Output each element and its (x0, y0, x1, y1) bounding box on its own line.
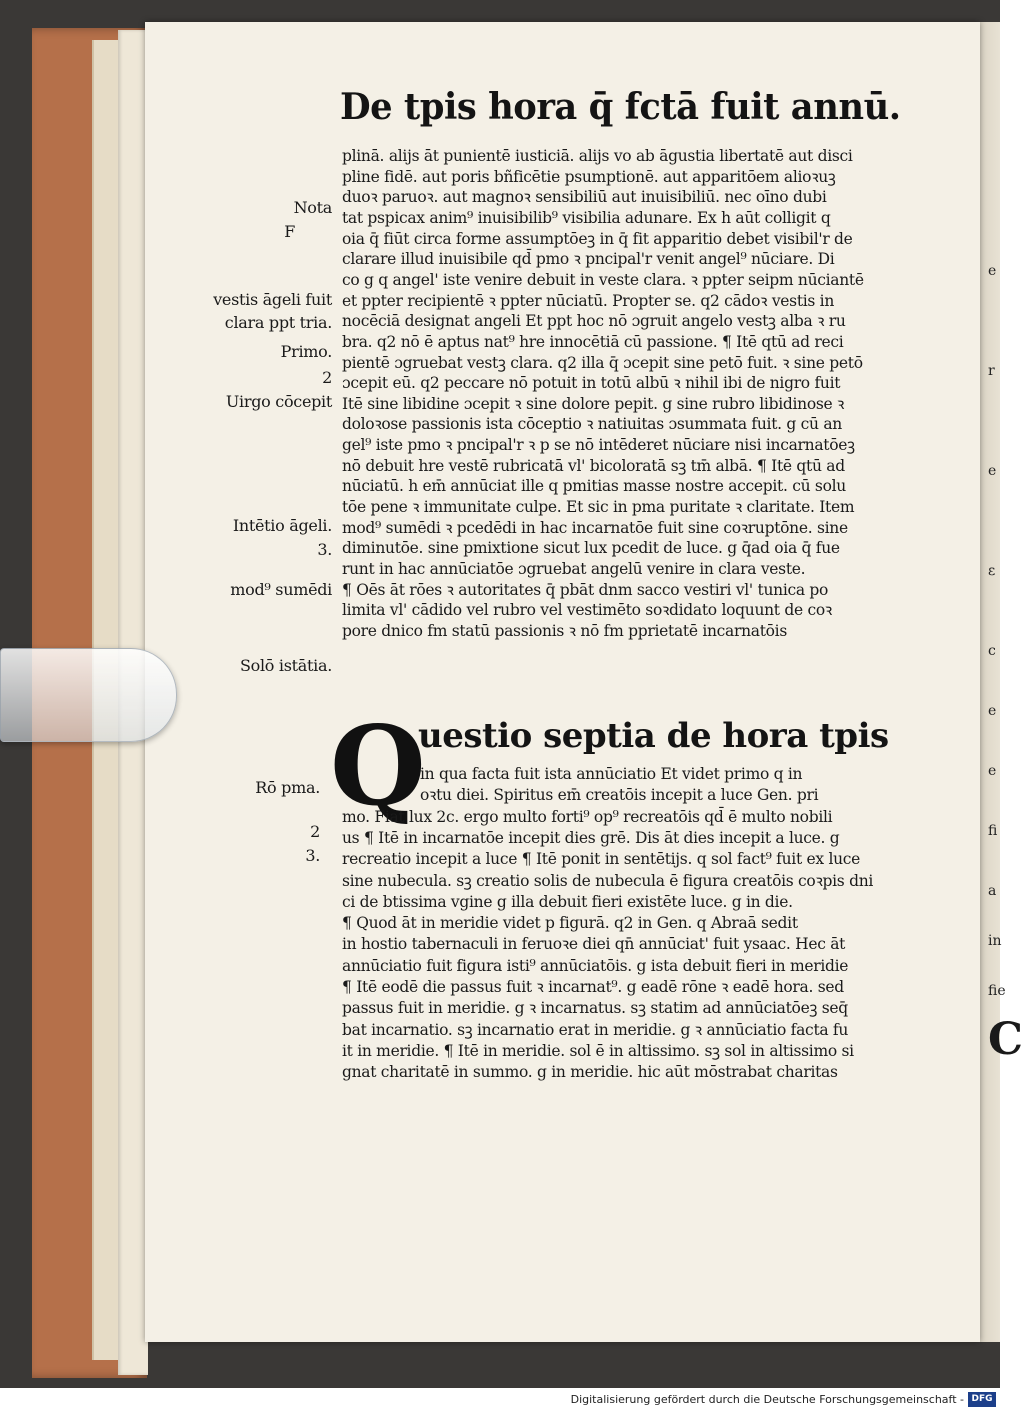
margin-note: vestis āgeli fuit (213, 290, 332, 309)
margin-note: 2 (310, 822, 320, 841)
margin-note: mod⁹ sumēdi (230, 580, 332, 599)
section-heading: uestio septia de hora tpis (418, 716, 889, 756)
text-line: clarare illud inuisibile qd̄ pmo ꝛ pncipal'r venit angel⁹ nūciare. Di (342, 250, 835, 269)
text-line: mo. Fiat lux 2c. ergo multo forti⁹ op⁹ recreatōis qd̄ ē multo nobili (342, 807, 833, 826)
decorated-initial: Q (330, 701, 426, 830)
text-line: oia q̄ fiūt circa forme assumptōeꝫ in q̄ fit apparitio debet visibil'r de (342, 229, 853, 248)
dfg-logo: DFG (968, 1392, 996, 1407)
text-line: tōe pene ꝛ immunitate culpe. Et sic in pma puritate ꝛ claritate. Item (342, 498, 855, 517)
facing-page-glyph: e (988, 263, 997, 279)
text-line: plinā. alijs āt punientē iusticiā. alijs vo ab āgustia libertatē aut disci (342, 147, 853, 165)
text-line: ɔcepit eū. q2 peccare nō potuit in totū albū ꝛ nihil ibi de nigro fuit (342, 374, 841, 393)
text-line: bra. q2 nō ē aptus nat⁹ hre innocētiā cū passione. ¶ Itē qtū ad reci (342, 332, 844, 351)
text-line: ¶ Oēs āt rōes ꝛ autoritates q̄ pbāt dnm sacco vestiri vl' tunica po (342, 580, 829, 599)
facing-page-glyph: in (988, 933, 1002, 949)
text-line: doloꝛose passionis ista cōceptio ꝛ natiuitas ɔsummata fuit. g cū an (342, 415, 842, 434)
text-line: pientē ɔgruebat vestꝫ clara. q2 illa q̄ ɔcepit sine petō fuit. ꝛ sine petō (342, 353, 863, 372)
facing-page-glyph: fie (988, 983, 1006, 999)
text-line: ¶ Itē eodē die passus fuit ꝛ incarnat⁹. g eadē rōne ꝛ eadē hora. sed (342, 978, 844, 996)
text-line: et ppter recipientē ꝛ ppter nūciatū. Propter se. q2 cādoꝛ vestis in (342, 291, 835, 310)
text-line: co g q angel' iste venire debuit in veste clara. ꝛ ppter seipm nūciantē (342, 270, 864, 289)
text-line: sine nubecula. sꝫ creatio solis de nubecula ē figura creatōis coꝛpis dni (342, 871, 874, 890)
text-line: gel⁹ iste pmo ꝛ pncipal'r ꝛ p se nō intēderet nūciare nisi incarnatōeꝫ (342, 436, 855, 455)
text-line: ci de btissima vgine g illa debuit fieri existēte luce. g in die. (342, 892, 793, 911)
text-line: us ¶ Itē in incarnatōe incepit dies grē. Dis āt dies incepit a luce. g (342, 828, 840, 847)
text-line: recreatio incepit a luce ¶ Itē ponit in sentētijs. q sol fact⁹ fuit ex luce (342, 850, 861, 869)
text-line: diminutōe. sine pmixtione sicut lux pcedit de luce. g q̄ad oia q̄ fue (342, 539, 840, 558)
text-line: Itē sine libidine ɔcepit ꝛ sine dolore pepit. g sine rubro libidinose ꝛ (342, 394, 845, 413)
text-line: bat incarnatio. sꝫ incarnatio erat in meridie. g ꝛ annūciatio facta fu (342, 1020, 849, 1039)
facing-page-glyph: r (988, 363, 995, 379)
text-line: mod⁹ sumēdi ꝛ pcedēdi in hac incarnatōe fuit sine coꝛruptōne. sine (342, 518, 848, 537)
margin-note: Intētio āgeli. (232, 516, 332, 535)
text-line: annūciatio fuit figura isti⁹ annūciatōis. g ista debuit fieri in meridie (342, 956, 849, 975)
margin-note: clara ppt tria. (224, 313, 332, 332)
facing-page-glyph: ε (988, 563, 996, 579)
text-line: in qua facta fuit ista annūciatio Et videt primo q in (420, 765, 803, 783)
text-line: gnat charitatē in summo. g in meridie. hic aūt mōstrabat charitas (342, 1063, 838, 1082)
margin-note: Solō istātia. (240, 656, 332, 675)
text-line: passus fuit in meridie. g ꝛ incarnatus. sꝫ statim ad annūciatōeꝫ seq̄ (342, 999, 848, 1018)
footer-bar (0, 1389, 1000, 1411)
text-line: nō debuit hre vestē rubricatā vl' bicoloratā sꝫ tm̄ albā. ¶ Itē qtū ad (342, 456, 845, 475)
running-title: De tpis hora q̄ fctā fuit annū. (340, 86, 901, 128)
text-line: tat pspicax anim⁹ inuisibilib⁹ visibilia adunare. Ex h aūt colligit q (342, 208, 831, 227)
margin-note: F (284, 222, 295, 241)
margin-note: Nota (293, 198, 332, 217)
footer-credit: Digitalisierung gefördert durch die Deutsche Forschungsgemeinschaft - (570, 1393, 964, 1406)
margin-note: Uirgo cōcepit (225, 392, 332, 411)
text-line: nūciatū. h em̄ annūciat ille q pmitias masse nostre accepit. cū solu (342, 477, 846, 496)
facing-page-glyph: fi (988, 823, 998, 839)
text-line: oꝛtu diei. Spiritus em̄ creatōis incepit a luce Gen. pri (420, 786, 819, 805)
text-line: limita vl' cādido vel rubro vel vestimēto soꝛdidato loquunt de coꝛ (342, 601, 832, 620)
facing-page-glyph: c (988, 643, 996, 659)
margin-note: Rō pma. (255, 778, 320, 797)
plastic-page-clip (0, 648, 177, 742)
margin-note: 2 (322, 368, 332, 387)
facing-page-glyph: C (988, 1014, 1023, 1065)
margin-note: 3. (305, 846, 320, 865)
text-line: ¶ Quod āt in meridie videt p figurā. q2 in Gen. q Abraā sedit (342, 914, 798, 933)
text-line: runt in hac annūciatōe ɔgruebat angelū venire in clara veste. (342, 560, 806, 578)
text-line: nocēciā designat angeli Et ppt hoc nō ɔgruit angelo vestꝫ alba ꝛ ru (342, 312, 846, 331)
facing-page-glyph: e (988, 703, 997, 719)
margin-note: Primo. (280, 342, 332, 361)
text-line: it in meridie. ¶ Itē in meridie. sol ē in altissimo. sꝫ sol in altissimo si (342, 1041, 854, 1060)
margin-note: 3. (317, 540, 332, 559)
facing-page-glyph: e (988, 763, 997, 779)
text-line: pline fidē. aut poris bñficētie psumptionē. aut apparitōem alioꝛuꝫ (342, 167, 836, 186)
facing-page-glyph: a (988, 883, 997, 899)
facing-page-glyph: e (988, 463, 997, 479)
text-line: pore dnico fm statū passionis ꝛ nō fm pprietatē incarnatōis (342, 621, 787, 640)
text-line: in hostio tabernaculi in feruoꝛe diei qn̄ annūciat' fuit ysaac. Hec āt (342, 935, 846, 954)
text-line: duoꝛ paruoꝛ. aut magnoꝛ sensibiliū aut inuisibiliū. nec oīno dubi (342, 188, 827, 207)
